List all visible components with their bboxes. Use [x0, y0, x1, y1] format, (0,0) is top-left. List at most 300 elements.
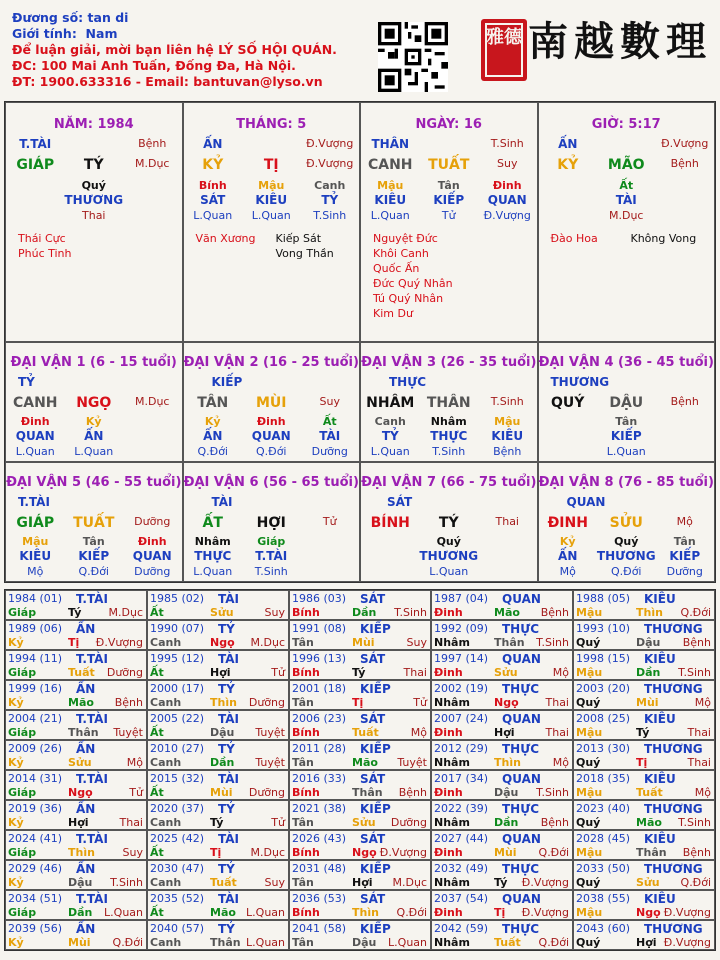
- dai-van-stems-item: Quý: [614, 535, 639, 548]
- dai-van-stages-item: [478, 565, 537, 578]
- header-info: [12, 10, 372, 90]
- year-label: 2019 (36): [8, 802, 63, 815]
- year-label: 1990 (07): [150, 622, 205, 635]
- year-god: THƯƠNG: [644, 862, 703, 876]
- dai-van-gods: [539, 549, 715, 563]
- dai-van-stages-item: Dưỡng: [666, 565, 703, 578]
- year-label: 1985 (02): [150, 592, 205, 605]
- dai-van-title: ĐẠI VẬN 3 (26 - 35 tuổi): [361, 355, 537, 370]
- year-stage: Suy: [264, 876, 285, 889]
- year-label: 2004 (21): [8, 712, 63, 725]
- year-label: 1991 (08): [292, 622, 347, 635]
- year-stage: T.Sinh: [536, 786, 569, 799]
- year-god: SÁT: [360, 892, 386, 906]
- year-label: 2013 (30): [576, 742, 631, 755]
- year-stem: Giáp: [8, 666, 37, 679]
- year-cell: [5, 770, 147, 800]
- dai-van-stems: [361, 535, 537, 548]
- hidden-stem: Ất: [619, 179, 634, 192]
- top-row-item: THÂN: [371, 137, 410, 151]
- year-branch: Sửu: [636, 876, 660, 889]
- year-branch: Dậu: [494, 786, 519, 799]
- year-label: 2016 (33): [292, 772, 347, 785]
- year-stem: Bính: [292, 726, 320, 739]
- main-row-item: KỶ: [202, 157, 224, 173]
- star-item: Quốc Ấn: [373, 262, 420, 275]
- year-stage: Suy: [406, 636, 427, 649]
- dai-van-stems-item: Nhâm: [194, 535, 231, 548]
- dai-van-stems-item: Kỷ: [85, 415, 102, 428]
- year-cell: [5, 710, 147, 740]
- dai-van-5: [5, 462, 183, 582]
- year-god: TÀI: [218, 892, 240, 906]
- star-item: Văn Xương: [195, 232, 256, 245]
- year-stage: L.Quan: [246, 936, 285, 949]
- year-god: T.TÀI: [76, 712, 108, 726]
- year-stage: Mộ: [552, 756, 569, 769]
- year-label: 1995 (12): [150, 652, 205, 665]
- dai-van-main-item: DẬU: [609, 395, 644, 411]
- year-cell: [5, 680, 147, 710]
- year-stem: Bính: [292, 846, 320, 859]
- year-stage: Q.Đới: [680, 606, 711, 619]
- year-cell: [289, 920, 431, 950]
- year-god: TỶ: [218, 622, 235, 636]
- star-item: Không Vong: [630, 232, 697, 245]
- year-label: 2033 (50): [576, 862, 631, 875]
- year-god: QUAN: [502, 832, 541, 846]
- dai-van-stems-item: [656, 415, 715, 428]
- year-stage: Mộ: [552, 666, 569, 679]
- year-branch: Thìn: [352, 906, 379, 919]
- year-stage: Đ.Vượng: [521, 876, 569, 889]
- dai-van-main: [184, 515, 360, 531]
- dai-van-main-item: NHÂM: [366, 395, 415, 411]
- year-branch: Ngọ: [636, 906, 661, 919]
- dai-van-main-item: GIÁP: [16, 515, 55, 531]
- dai-van-main: [539, 515, 715, 531]
- year-cell: [5, 920, 147, 950]
- year-stage: Mộ: [410, 726, 427, 739]
- year-branch: Hợi: [210, 666, 231, 679]
- year-branch: Tuất: [494, 936, 521, 949]
- top-row-item: ẤN: [558, 137, 578, 151]
- year-stage: Dưỡng: [248, 786, 285, 799]
- year-branch: Hợi: [68, 816, 89, 829]
- year-label: 1989 (06): [8, 622, 63, 635]
- year-stem: Quý: [576, 816, 601, 829]
- year-stage: M.Dục: [250, 846, 285, 859]
- year-stem: Tân: [292, 696, 314, 709]
- year-cell: [431, 620, 573, 650]
- year-label: 2005 (22): [150, 712, 205, 725]
- dai-van-main-item: Suy: [319, 395, 340, 408]
- year-stage: Thai: [403, 666, 427, 679]
- dai-van-title: ĐẠI VẬN 4 (36 - 45 tuổi): [538, 355, 714, 370]
- main-row-item: GIÁP: [16, 157, 55, 173]
- main-row-item: Suy: [497, 157, 518, 170]
- dai-van-stages-item: Q.Đới: [256, 445, 287, 458]
- year-god: KIẾP: [360, 802, 391, 816]
- year-label: 1984 (01): [8, 592, 63, 605]
- dai-van-gods-item: TÀI: [319, 429, 341, 443]
- year-branch: Mão: [68, 696, 94, 709]
- year-cell: [431, 590, 573, 620]
- year-branch: Dần: [210, 756, 235, 769]
- dai-van-gods-item: ẤN: [203, 429, 223, 443]
- top-row-item: Đ.Vượng: [661, 137, 709, 150]
- year-stem: Bính: [292, 786, 320, 799]
- year-stage: Tuyệt: [397, 756, 427, 769]
- year-branch: Dần: [494, 816, 519, 829]
- year-branch: Tý: [494, 876, 508, 889]
- year-god: ẤN: [76, 862, 96, 876]
- dai-van-gods-item: [656, 429, 715, 443]
- dai-van-gods-item: [123, 429, 182, 443]
- year-god: QUAN: [502, 772, 541, 786]
- main-row-item: TÝ: [83, 157, 104, 173]
- year-stage: M.Dục: [250, 636, 285, 649]
- qr-code[interactable]: [378, 22, 448, 92]
- year-branch: Tị: [494, 906, 506, 919]
- year-branch: Sửu: [210, 606, 234, 619]
- year-branch: Ngọ: [68, 786, 93, 799]
- year-label: 2038 (55): [576, 892, 631, 905]
- year-label: 2010 (27): [150, 742, 205, 755]
- year-label: 2037 (54): [434, 892, 489, 905]
- year-stem: Mậu: [576, 846, 603, 859]
- top-row: [6, 137, 182, 151]
- dai-van-gods-item: KIẾP: [669, 549, 701, 563]
- dai-van-god: T.TÀI: [18, 495, 50, 509]
- dai-van-god: SÁT: [387, 495, 413, 509]
- dai-van-main-item: ĐINH: [547, 515, 588, 531]
- year-cell: [5, 650, 147, 680]
- dai-van-stems: [184, 535, 360, 548]
- year-stem: Ất: [150, 606, 164, 619]
- year-label: 2027 (44): [434, 832, 489, 845]
- year-god: T.TÀI: [76, 652, 108, 666]
- year-cell: [573, 710, 715, 740]
- year-stem: Canh: [150, 636, 182, 649]
- year-label: 1992 (09): [434, 622, 489, 635]
- year-stem: Tân: [292, 816, 314, 829]
- year-label: 2036 (53): [292, 892, 347, 905]
- dai-van-gods-item: THỰC: [430, 429, 468, 443]
- year-god: ẤN: [76, 622, 96, 636]
- dai-van-main: [361, 395, 537, 411]
- year-label: 2030 (47): [150, 862, 205, 875]
- dai-van-main-item: Thai: [495, 515, 519, 528]
- year-god: KIẾP: [360, 862, 391, 876]
- dai-van-god: THƯƠNG: [550, 375, 610, 389]
- year-stage: Thai: [687, 756, 711, 769]
- year-stage: M.Dục: [392, 876, 427, 889]
- year-stage: L.Quan: [246, 906, 285, 919]
- dai-van-stages-item: Mộ: [27, 565, 44, 578]
- year-branch: Thìn: [210, 696, 237, 709]
- top-row-item: T.TÀI: [19, 137, 52, 151]
- year-stem: Mậu: [576, 786, 603, 799]
- dai-van-stems-item: [361, 535, 420, 548]
- year-god: T.TÀI: [76, 832, 108, 846]
- year-stage: T.Sinh: [678, 666, 711, 679]
- year-stem: Quý: [576, 876, 601, 889]
- dai-van-gods: [539, 429, 715, 443]
- year-cell: [5, 830, 147, 860]
- year-stem: Quý: [576, 636, 601, 649]
- year-label: 2041 (58): [292, 922, 347, 935]
- year-cell: [573, 860, 715, 890]
- year-cell: [147, 710, 289, 740]
- main-row-item: KỶ: [557, 157, 579, 173]
- year-cell: [289, 650, 431, 680]
- main-row-item: CANH: [367, 157, 413, 173]
- dai-van-god: KIẾP: [211, 375, 243, 389]
- top-row-item: [597, 137, 656, 151]
- year-god: KIẾP: [360, 742, 391, 756]
- dai-van-stages: [6, 565, 182, 578]
- year-label: 1997 (14): [434, 652, 489, 665]
- year-cell: [289, 710, 431, 740]
- year-branch: Mùi: [352, 636, 375, 649]
- dai-van-gods-item: QUAN: [15, 429, 55, 443]
- year-branch: Thân: [210, 936, 241, 949]
- star-list: [551, 231, 598, 246]
- year-stage: Mộ: [694, 786, 711, 799]
- dai-van-gods: [184, 429, 360, 443]
- year-stage: L.Quan: [104, 906, 143, 919]
- year-stage: Mộ: [126, 756, 143, 769]
- dai-van-main-item: TUẤT: [73, 515, 115, 531]
- year-god: QUAN: [502, 592, 541, 606]
- dai-van-stems-item: Ất: [322, 415, 337, 428]
- year-god: TỶ: [218, 862, 235, 876]
- year-stem: Tân: [292, 936, 314, 949]
- year-god: KIẾP: [360, 622, 391, 636]
- year-stem: Kỷ: [8, 816, 24, 829]
- hidden-stems: [361, 179, 537, 192]
- year-label: 2002 (19): [434, 682, 489, 695]
- year-cell: [147, 890, 289, 920]
- year-branch: Tý: [68, 606, 82, 619]
- dai-van-main: [6, 395, 182, 411]
- year-god: THƯƠNG: [644, 622, 703, 636]
- dai-van-stages-item: Q.Đới: [611, 565, 642, 578]
- dai-van-main-item: CANH: [12, 395, 58, 411]
- year-cell: [289, 800, 431, 830]
- year-cell: [147, 620, 289, 650]
- year-cell: [147, 740, 289, 770]
- year-stem: Kỷ: [8, 696, 24, 709]
- year-label: 2017 (34): [434, 772, 489, 785]
- dai-van-gods-item: ẤN: [558, 549, 578, 563]
- chart-grid: [4, 101, 716, 583]
- year-branch: Mùi: [210, 786, 233, 799]
- star-item: Kim Dư: [373, 307, 413, 320]
- dai-van-stages-item: Bệnh: [493, 445, 522, 458]
- year-stage: Thai: [545, 696, 569, 709]
- hidden-stages-item: L.Quan: [193, 209, 233, 222]
- year-branch: Tý: [210, 816, 224, 829]
- year-branch: Mão: [636, 816, 662, 829]
- year-stage: Q.Đới: [112, 936, 143, 949]
- dai-van-god: THỰC: [389, 375, 427, 389]
- year-branch: Tý: [352, 666, 366, 679]
- dai-van-gods: [361, 549, 537, 563]
- star-list-2: [631, 231, 697, 246]
- pillar-day: [360, 102, 538, 342]
- year-cell: [147, 590, 289, 620]
- dai-van-title: ĐẠI VẬN 5 (46 - 55 tuổi): [6, 475, 182, 490]
- year-stage: Tử: [271, 816, 285, 829]
- pillar-year: [5, 102, 183, 342]
- dai-van-main-item: Bệnh: [670, 395, 699, 408]
- dai-van-stages-item: L.Quan: [74, 445, 114, 458]
- year-label: 1987 (04): [434, 592, 489, 605]
- year-stem: Bính: [292, 906, 320, 919]
- year-stem: Canh: [150, 936, 182, 949]
- dai-van-main: [184, 395, 360, 411]
- year-branch: Hợi: [352, 876, 373, 889]
- dai-van-gods: [6, 429, 182, 443]
- year-god: SÁT: [360, 772, 386, 786]
- dai-van-main-item: TÝ: [438, 515, 459, 531]
- year-label: 1998 (15): [576, 652, 631, 665]
- year-god: THỰC: [502, 682, 540, 696]
- year-label: 2009 (26): [8, 742, 63, 755]
- year-stage: Tuyệt: [255, 726, 285, 739]
- year-label: 1993 (10): [576, 622, 631, 635]
- dai-van-stems: [361, 415, 537, 428]
- dai-van-stems: [184, 415, 360, 428]
- year-stem: Đinh: [434, 846, 463, 859]
- year-stem: Nhâm: [434, 816, 470, 829]
- year-god: SÁT: [360, 592, 386, 606]
- year-stem: Ất: [150, 846, 164, 859]
- dai-van-god: QUAN: [566, 495, 606, 509]
- year-cell: [573, 920, 715, 950]
- year-stage: Q.Đới: [396, 906, 427, 919]
- year-label: 1994 (11): [8, 652, 63, 665]
- dai-van-gods: [6, 549, 182, 563]
- year-cell: [431, 800, 573, 830]
- dai-van-gods-item: THƯƠNG: [596, 549, 656, 563]
- dai-van-gods-item: KIẾP: [610, 429, 642, 443]
- main-row-item: M.Dục: [135, 157, 170, 170]
- year-branch: Tý: [636, 726, 650, 739]
- hidden-gods-item: KIÊU: [255, 193, 288, 207]
- year-stem: Mậu: [576, 906, 603, 919]
- year-label: 2042 (59): [434, 922, 489, 935]
- year-stage: Đ.Vượng: [95, 636, 143, 649]
- year-branch: Thân: [636, 846, 667, 859]
- year-cell: [431, 860, 573, 890]
- dai-van-main-item: SỬU: [609, 515, 643, 531]
- year-label: 2001 (18): [292, 682, 347, 695]
- year-stem: Quý: [576, 696, 601, 709]
- dai-van-god: TỶ: [18, 375, 35, 389]
- dai-van-stems: [539, 535, 715, 548]
- star-list: [196, 231, 256, 246]
- dai-van-main-item: QUÝ: [551, 395, 585, 411]
- dai-van-stems-item: [301, 535, 360, 548]
- dai-van-gods-item: ẤN: [84, 429, 104, 443]
- year-cell: [573, 590, 715, 620]
- top-row-item: ẤN: [203, 137, 223, 151]
- dai-van-stages-item: Q.Đới: [197, 445, 228, 458]
- year-god: THỰC: [502, 862, 540, 876]
- year-branch: Dần: [636, 666, 661, 679]
- year-stem: Tân: [292, 876, 314, 889]
- star-item: Đức Quý Nhân: [373, 277, 453, 290]
- year-stem: Canh: [150, 816, 182, 829]
- dai-van-stages: [361, 565, 537, 578]
- dai-van-main: [361, 515, 537, 531]
- dai-van-title: ĐẠI VẬN 2 (16 - 25 tuổi): [183, 355, 359, 370]
- dai-van-stems: [539, 415, 715, 428]
- dai-van-stages-item: L.Quan: [193, 565, 233, 578]
- hidden-stems-item: Bính: [198, 179, 227, 192]
- year-cell: [5, 890, 147, 920]
- year-cell: [431, 740, 573, 770]
- dai-van-main-item: M.Dục: [135, 395, 170, 408]
- year-stem: Đinh: [434, 906, 463, 919]
- main-row: [184, 157, 360, 173]
- year-label: 2039 (56): [8, 922, 63, 935]
- year-god: T.TÀI: [76, 772, 108, 786]
- year-label: 2043 (60): [576, 922, 631, 935]
- dai-van-stems-item: Nhâm: [430, 415, 467, 428]
- year-label: 1996 (13): [292, 652, 347, 665]
- year-stage: Thai: [119, 816, 143, 829]
- year-branch: Tị: [68, 636, 80, 649]
- dai-van-stems-item: [539, 415, 598, 428]
- year-branch: Thân: [494, 636, 525, 649]
- year-god: KIÊU: [644, 652, 676, 666]
- main-row: [539, 157, 715, 173]
- year-label: 1988 (05): [576, 592, 631, 605]
- year-stem: Ất: [150, 726, 164, 739]
- year-cell: [289, 680, 431, 710]
- star-list: [18, 231, 72, 261]
- year-branch: Mão: [210, 906, 236, 919]
- year-branch: Dậu: [68, 876, 93, 889]
- year-branch: Dậu: [210, 726, 235, 739]
- year-cell: [431, 710, 573, 740]
- year-stage: Đ.Vượng: [379, 846, 427, 859]
- hidden-stems-item: Đinh: [492, 179, 522, 192]
- dai-van-gods-item: THƯƠNG: [419, 549, 479, 563]
- year-cell: [147, 920, 289, 950]
- year-stage: Bệnh: [682, 636, 711, 649]
- year-stage: T.Sinh: [394, 606, 427, 619]
- dai-van-stages: [184, 565, 360, 578]
- top-row-item: [242, 137, 301, 151]
- year-label: 2025 (42): [150, 832, 205, 845]
- pillar-title: GIỜ: 5:17: [591, 117, 661, 132]
- star-item: Tú Quý Nhân: [373, 292, 444, 305]
- dai-van-stems: [6, 415, 182, 428]
- year-stem: Giáp: [8, 726, 37, 739]
- year-cell: [573, 740, 715, 770]
- year-label: 2034 (51): [8, 892, 63, 905]
- year-stage: Suy: [122, 846, 143, 859]
- dai-van-stages-item: T.Sinh: [254, 565, 288, 578]
- year-god: TÀI: [218, 712, 240, 726]
- year-label: 2021 (38): [292, 802, 347, 815]
- year-cell: [573, 770, 715, 800]
